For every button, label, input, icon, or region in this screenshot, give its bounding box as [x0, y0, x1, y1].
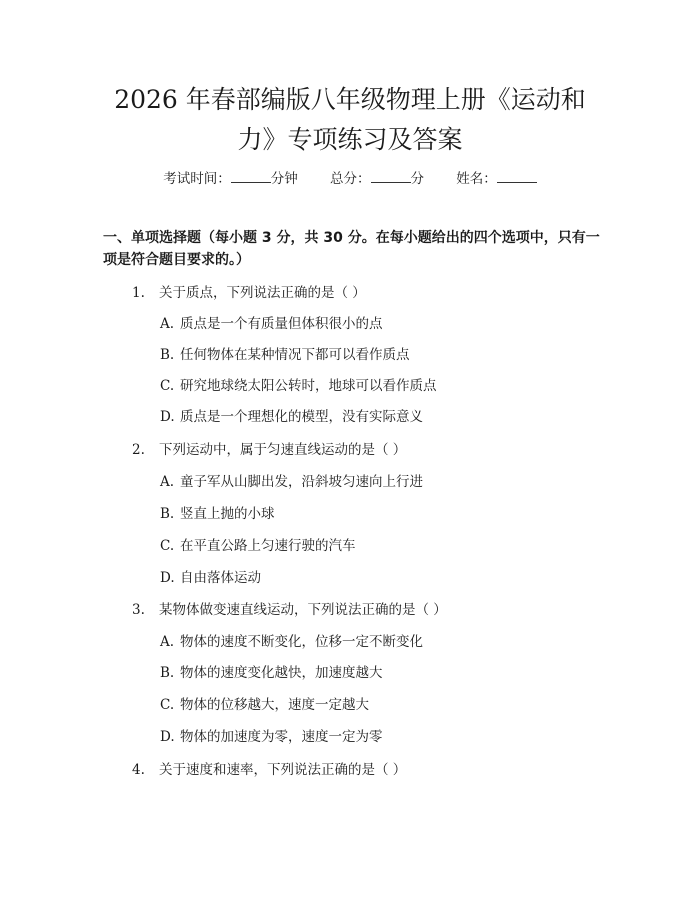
question-2-option-d [160, 568, 261, 588]
option-letter: A. [160, 474, 175, 490]
option-letter: B. [160, 665, 175, 681]
option-text: 在平直公路上匀速行驶的汽车 [180, 538, 356, 554]
question-3-option-d [160, 727, 383, 747]
question-4 [132, 760, 406, 780]
question-stem: 某物体做变速直线运动，下列说法正确的是（ ） [159, 602, 447, 618]
question-stem: 关于速度和速率，下列说法正确的是（ ） [159, 762, 407, 778]
option-text: 质点是一个有质量但体积很小的点 [180, 316, 383, 332]
question-3 [132, 600, 447, 620]
option-letter: B. [160, 347, 175, 363]
exam-info-bar [0, 168, 700, 189]
option-letter: A. [160, 634, 175, 650]
option-letter: D. [160, 570, 175, 586]
student-name-blank [497, 168, 537, 183]
question-2 [132, 440, 406, 460]
question-number: 4. [132, 762, 145, 778]
option-text: 物体的加速度为零，速度一定为零 [180, 729, 383, 745]
question-3-option-b [160, 663, 383, 683]
question-1-option-b [160, 345, 410, 365]
question-number: 2. [132, 442, 145, 458]
total-score-blank [371, 168, 411, 183]
option-text: 童子军从山脚出发，沿斜坡匀速向上行进 [180, 474, 423, 490]
question-1-option-d [160, 407, 423, 427]
question-1 [132, 283, 366, 303]
page-title [60, 80, 640, 160]
option-letter: D. [160, 409, 175, 425]
exam-time-label: 考试时间： [163, 171, 231, 187]
option-letter: C. [160, 538, 175, 554]
option-letter: C. [160, 378, 175, 394]
question-stem: 关于质点，下列说法正确的是（ ） [159, 285, 366, 301]
option-text: 物体的位移越大，速度一定越大 [180, 697, 369, 713]
total-score-unit: 分 [410, 171, 424, 187]
question-number: 3. [132, 602, 145, 618]
total-score-label: 总分： [330, 171, 371, 187]
option-letter: A. [160, 316, 175, 332]
question-2-option-a [160, 472, 423, 492]
exam-time-blank [231, 168, 271, 183]
question-3-option-a [160, 632, 423, 652]
question-1-option-c [160, 376, 437, 396]
option-letter: D. [160, 729, 175, 745]
option-letter: B. [160, 506, 175, 522]
question-1-option-a [160, 314, 383, 334]
option-text: 物体的速度不断变化，位移一定不断变化 [180, 634, 423, 650]
title-line-2: 力》专项练习及答案 [237, 125, 463, 154]
option-text: 自由落体运动 [180, 570, 261, 586]
option-text: 任何物体在某种情况下都可以看作质点 [180, 347, 410, 363]
total-score-field [330, 168, 424, 189]
student-name-label: 姓名： [456, 171, 497, 187]
option-text: 研究地球绕太阳公转时，地球可以看作质点 [180, 378, 437, 394]
question-number: 1. [132, 285, 145, 301]
question-2-option-c [160, 536, 356, 556]
question-stem: 下列运动中，属于匀速直线运动的是（ ） [159, 442, 407, 458]
section-heading: 一、单项选择题（每小题 3 分，共 30 分。在每小题给出的四个选项中，只有一项是符合题目要求的。） [103, 230, 600, 268]
option-text: 质点是一个理想化的模型，没有实际意义 [180, 409, 423, 425]
question-2-option-b [160, 504, 275, 524]
option-text: 物体的速度变化越快，加速度越大 [180, 665, 383, 681]
option-letter: C. [160, 697, 175, 713]
option-text: 竖直上抛的小球 [180, 506, 275, 522]
exam-time-field [163, 168, 298, 189]
student-name-field [456, 168, 537, 189]
exam-time-unit: 分钟 [270, 171, 298, 187]
title-line-1: 2026 年春部编版八年级物理上册《运动和 [114, 85, 586, 114]
question-3-option-c [160, 695, 369, 715]
